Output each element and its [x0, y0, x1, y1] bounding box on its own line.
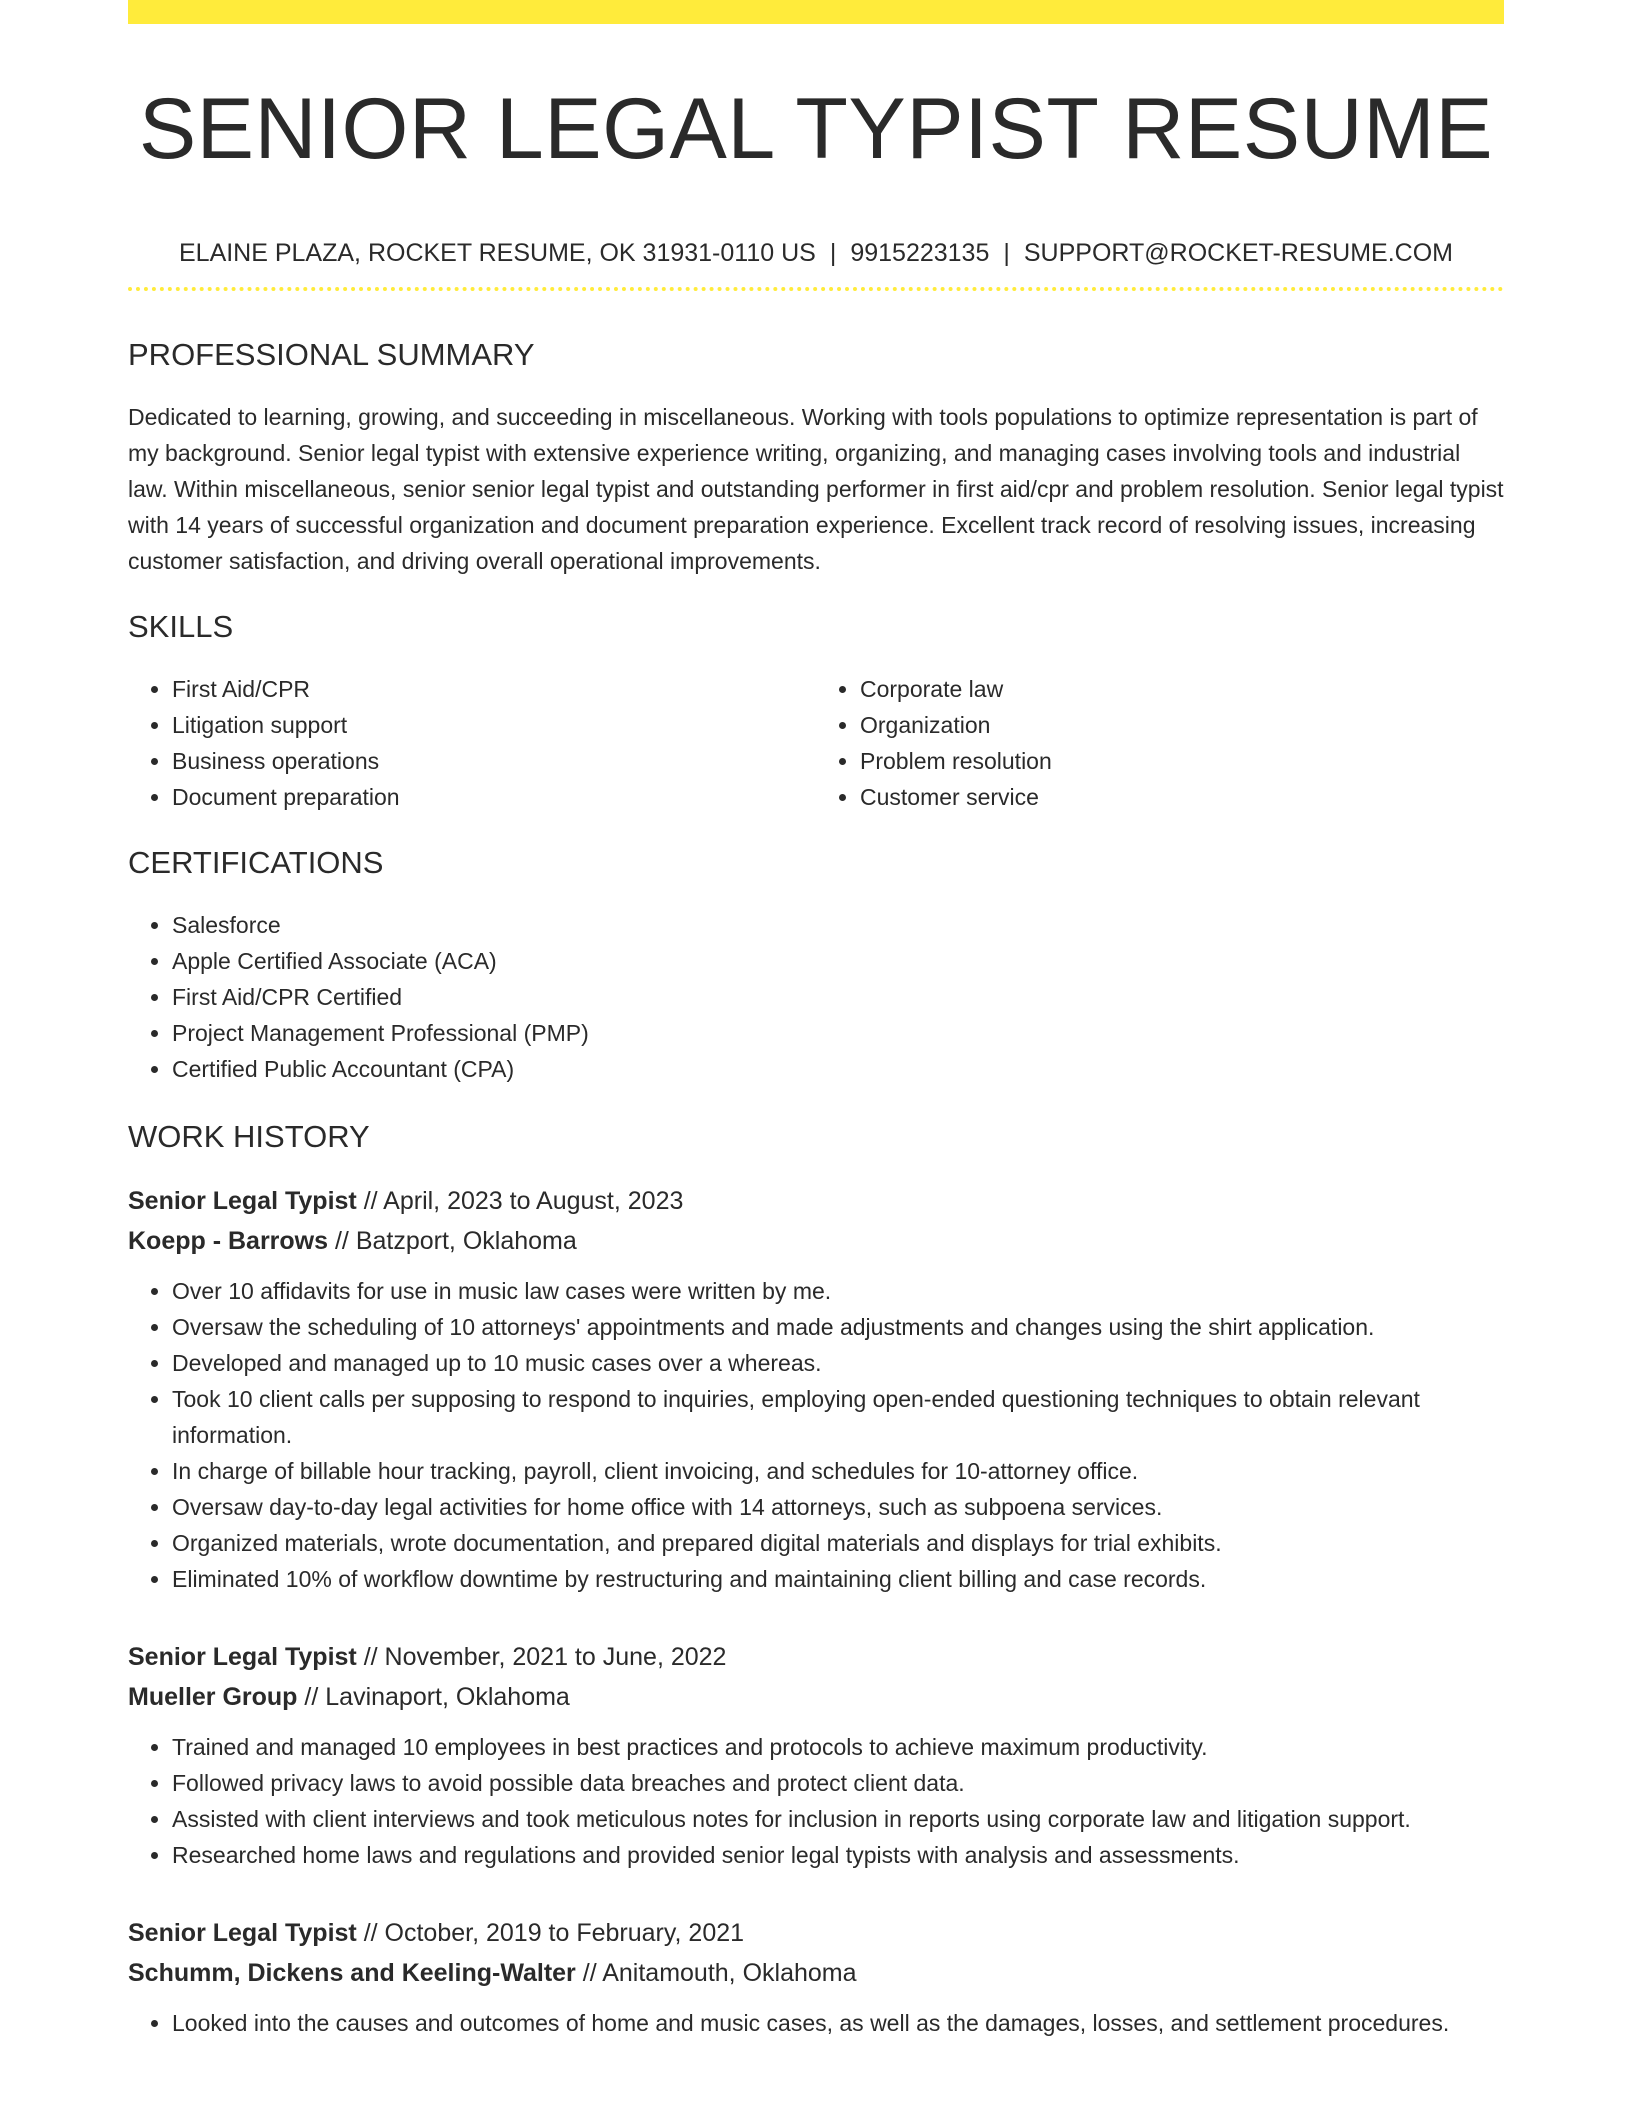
skill-item: • Customer service — [860, 779, 1504, 815]
certification-item: • Certified Public Accountant (CPA) — [172, 1051, 1504, 1087]
job-bullet-list — [128, 2005, 1504, 2041]
skill-item: • First Aid/CPR — [172, 671, 816, 707]
certifications-list — [128, 907, 1504, 1087]
job-bullet: • Over 10 affidavits for use in music law cases were written by me. — [172, 1273, 1504, 1309]
contact-phone: 9915223135 — [850, 238, 990, 267]
job-bullet: • Trained and managed 10 employees in best practices and protocols to achieve maximum productivity. — [172, 1729, 1504, 1765]
job-dates: // November, 2021 to June, 2022 — [363, 1642, 727, 1671]
job-dates: // April, 2023 to August, 2023 — [363, 1186, 684, 1215]
contact-email: SUPPORT@ROCKET-RESUME.COM — [1023, 238, 1454, 267]
job-bullet: • Oversaw day-to-day legal activities for home office with 14 attorneys, such as subpoena services. — [172, 1489, 1504, 1525]
skill-item: • Corporate law — [860, 671, 1504, 707]
skills-right-list — [816, 671, 1504, 815]
certifications-heading: CERTIFICATIONS — [128, 844, 384, 880]
job-entry — [128, 1913, 1504, 2041]
skills-left-list — [128, 671, 816, 815]
certification-item: • First Aid/CPR Certified — [172, 979, 1504, 1015]
job-title: Senior Legal Typist — [128, 1186, 357, 1215]
contact-address: ELAINE PLAZA, ROCKET RESUME, OK 31931-0110 US — [178, 238, 816, 267]
contact-separator: | — [1003, 238, 1010, 267]
job-location: // Batzport, Oklahoma — [334, 1226, 577, 1255]
job-company-line — [128, 1677, 1504, 1717]
summary-heading: PROFESSIONAL SUMMARY — [128, 336, 535, 372]
dotted-divider — [128, 287, 1504, 291]
resume-title: SENIOR LEGAL TYPIST RESUME — [138, 81, 1494, 177]
job-bullet: • Organized materials, wrote documentation, and prepared digital materials and displays for trial exhibits. — [172, 1525, 1504, 1561]
skill-item: • Document preparation — [172, 779, 816, 815]
job-bullet: • Followed privacy laws to avoid possible data breaches and protect client data. — [172, 1765, 1504, 1801]
summary-text: Dedicated to learning, growing, and succeeding in miscellaneous. Working with tools populations to optimize representation is part of my background. Senior legal typist with extensive experience writing, organizing, and managing cases involving tools and industrial law. Within miscellaneous, senior senior legal typist and outstanding performer in first aid/cpr and problem resolution. Senior legal typist with 14 years of successful organization and document preparation experience. Excellent track record of resolving issues, increasing customer satisfaction, and driving overall operational improvements. — [128, 403, 1504, 574]
job-company: Schumm, Dickens and Keeling-Walter — [128, 1958, 576, 1987]
job-bullet: • Developed and managed up to 10 music cases over a whereas. — [172, 1345, 1504, 1381]
skill-item: • Problem resolution — [860, 743, 1504, 779]
job-location: // Anitamouth, Oklahoma — [582, 1958, 857, 1987]
skills-heading: SKILLS — [128, 608, 234, 644]
job-bullet-list — [128, 1273, 1504, 1597]
certification-item: • Apple Certified Associate (ACA) — [172, 943, 1504, 979]
work-history-heading: WORK HISTORY — [128, 1118, 370, 1154]
job-bullet: • Oversaw the scheduling of 10 attorneys' appointments and made adjustments and changes using the shirt application. — [172, 1309, 1504, 1345]
skill-item: • Litigation support — [172, 707, 816, 743]
job-company: Koepp - Barrows — [128, 1226, 329, 1255]
job-bullet: • Researched home laws and regulations and provided senior legal typists with analysis and assessments. — [172, 1837, 1504, 1873]
resume-page — [128, 0, 1504, 2041]
contact-line — [128, 237, 1504, 269]
job-bullet: • Took 10 client calls per supposing to respond to inquiries, employing open-ended questioning techniques to obtain relevant information. — [172, 1381, 1504, 1453]
job-company: Mueller Group — [128, 1682, 298, 1711]
skill-item: • Business operations — [172, 743, 816, 779]
job-bullet: • In charge of billable hour tracking, payroll, client invoicing, and schedules for 10-attorney office. — [172, 1453, 1504, 1489]
skill-item: • Organization — [860, 707, 1504, 743]
contact-separator: | — [829, 238, 837, 267]
job-bullet: • Assisted with client interviews and took meticulous notes for inclusion in reports using corporate law and litigation support. — [172, 1801, 1504, 1837]
job-entry — [128, 1637, 1504, 1873]
job-location: // Lavinaport, Oklahoma — [304, 1682, 570, 1711]
job-title-line — [128, 1181, 1504, 1221]
job-bullet: • Eliminated 10% of workflow downtime by restructuring and maintaining client billing and case records. — [172, 1561, 1504, 1597]
job-dates: // October, 2019 to February, 2021 — [363, 1918, 745, 1947]
job-title-line — [128, 1637, 1504, 1677]
accent-top-bar — [128, 0, 1504, 24]
certification-item: • Salesforce — [172, 907, 1504, 943]
job-bullet: • Looked into the causes and outcomes of home and music cases, as well as the damages, losses, and settlement procedures. — [172, 2005, 1504, 2041]
job-title: Senior Legal Typist — [128, 1918, 357, 1947]
skills-columns — [128, 671, 1504, 815]
job-company-line — [128, 1953, 1504, 1993]
job-entry — [128, 1181, 1504, 1597]
job-title: Senior Legal Typist — [128, 1642, 357, 1671]
job-title-line — [128, 1913, 1504, 1953]
certification-item: • Project Management Professional (PMP) — [172, 1015, 1504, 1051]
job-company-line — [128, 1221, 1504, 1261]
job-bullet-list — [128, 1729, 1504, 1873]
